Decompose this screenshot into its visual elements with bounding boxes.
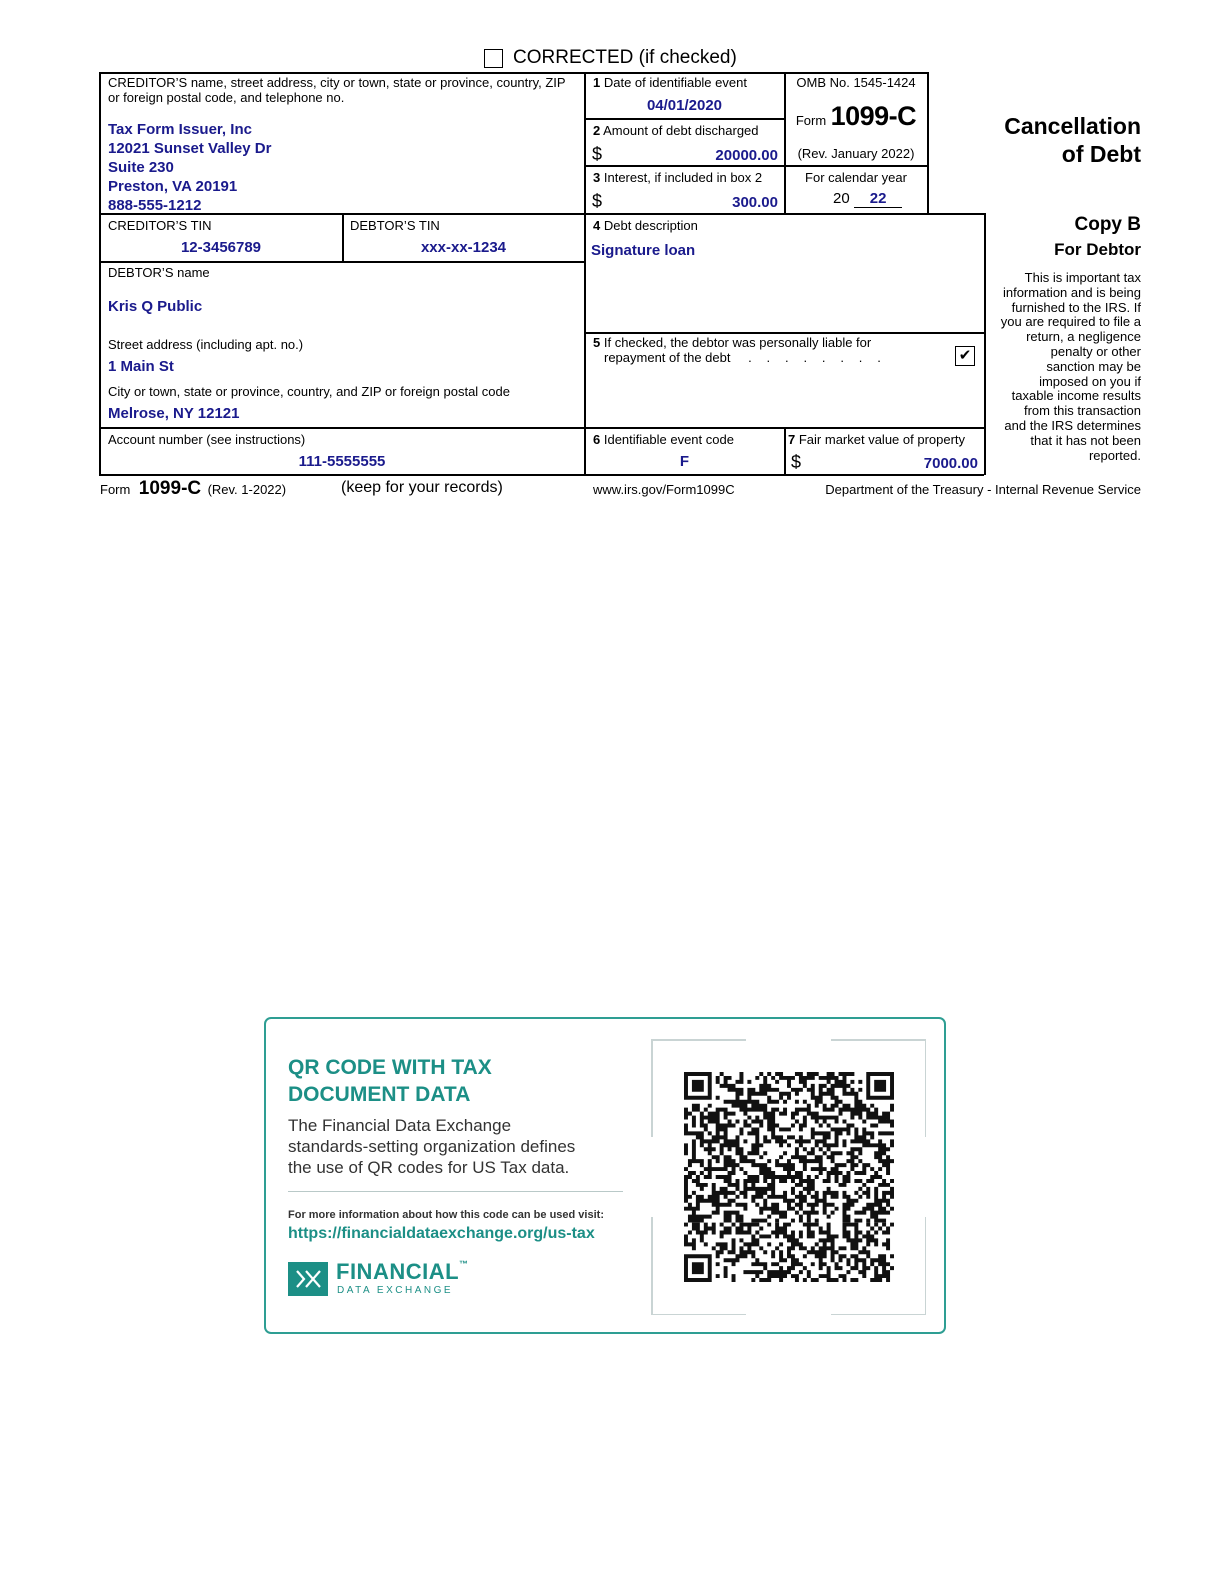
box5-checkbox[interactable]: ✔ (955, 346, 975, 366)
city-label: City or town, state or province, country, and ZIP or foreign postal code (108, 384, 510, 399)
box7-currency: $ (791, 452, 802, 472)
footer-form-id: Form 1099-C (Rev. 1-2022) (100, 478, 287, 499)
fdx-brand-main: FINANCIAL™ (336, 1259, 469, 1284)
box4-value: Signature loan (591, 242, 696, 259)
box5-label: 5 If checked, the debtor was personally liable for repayment of the debt . . . . . . . . (593, 335, 882, 365)
debtor-name-label: DEBTOR’S name (108, 265, 210, 280)
creditor-tin-label: CREDITOR’S TIN (108, 218, 212, 233)
box6-value: F (679, 453, 690, 470)
corrected-label: CORRECTED (if checked) (513, 47, 737, 68)
footer-dept: Department of the Treasury - Internal Revenue Service (825, 482, 1141, 497)
account-label: Account number (see instructions) (108, 432, 306, 447)
account-value: 111-5555555 (298, 453, 386, 470)
fdx-brand-sub: DATA EXCHANGE (337, 1285, 454, 1296)
form-prefix: Form (795, 113, 827, 128)
qr-link[interactable]: https://financialdataexchange.org/us-tax (288, 1225, 595, 1242)
debtor-tin-value: xxx-xx-1234 (420, 239, 507, 256)
box4-label: 4 Debt description (593, 218, 698, 233)
creditor-label: CREDITOR’S name, street address, city or town, state or province, country, ZIP or foreign postal code, and telephone no. (108, 75, 566, 105)
footer-keep: (keep for your records) (341, 479, 503, 496)
box3-label: 3 Interest, if included in box 2 (593, 170, 763, 185)
footer-url[interactable]: www.irs.gov/Form1099C (593, 482, 735, 497)
qr-info-card (264, 1017, 946, 1334)
box3-currency: $ (592, 191, 603, 211)
calendar-year-label: For calendar year (805, 170, 907, 185)
box3-value: 300.00 (732, 194, 778, 211)
form-title: Cancellation of Debt (1004, 113, 1141, 167)
creditor-tin-value: 12-3456789 (180, 239, 262, 256)
creditor-line: Preston, VA 20191 (108, 178, 238, 195)
box2-currency: $ (592, 144, 603, 164)
qr-more-info: For more information about how this code can be used visit: (288, 1209, 604, 1221)
form-number: 1099-C (830, 101, 917, 131)
creditor-line: 888-555-1212 (108, 197, 202, 214)
copy-notice: This is important tax information and is being furnished to the IRS. If you are required to file a return, a negligence penalty or other sanction may be imposed on you if taxable income results from this transaction and the IRS determines that it has not been reported. (1000, 270, 1141, 463)
street-value: 1 Main St (108, 358, 174, 375)
creditor-address (108, 120, 271, 215)
form-1099c (0, 0, 1224, 520)
box7-label: 7 Fair market value of property (788, 432, 966, 447)
box7-value: 7000.00 (923, 455, 978, 472)
box1-label: 1 Date of identifiable event (593, 75, 747, 90)
qr-divider (288, 1191, 623, 1192)
fdx-logo-icon (288, 1262, 328, 1296)
qr-code (684, 1072, 894, 1282)
creditor-line: 12021 Sunset Valley Dr (108, 140, 272, 157)
creditor-line: Tax Form Issuer, Inc (108, 121, 252, 138)
form-rev: (Rev. January 2022) (797, 146, 915, 161)
debtor-name-value: Kris Q Public (108, 298, 203, 315)
street-label: Street address (including apt. no.) (108, 337, 304, 352)
box2-value: 20000.00 (715, 147, 778, 164)
box2-label: 2 Amount of debt discharged (593, 123, 759, 138)
city-value: Melrose, NY 12121 (108, 405, 240, 422)
box1-value: 04/01/2020 (646, 97, 723, 114)
qr-heading: QR CODE WITH TAX DOCUMENT DATA (288, 1056, 492, 1106)
debtor-tin-label: DEBTOR’S TIN (350, 218, 440, 233)
copy-subtitle: For Debtor (1054, 240, 1141, 259)
calendar-year: 20 22 (833, 190, 902, 208)
creditor-line: Suite 230 (108, 159, 174, 176)
copy-title: Copy B (1074, 214, 1141, 235)
form-id (785, 101, 927, 132)
omb-number: OMB No. 1545-1424 (796, 75, 916, 90)
qr-description: The Financial Data Exchange standards-setting organization defines the use of QR codes for US Tax data. (288, 1116, 576, 1177)
calendar-year-input[interactable]: 22 (854, 190, 902, 208)
box6-label: 6 Identifiable event code (593, 432, 734, 447)
